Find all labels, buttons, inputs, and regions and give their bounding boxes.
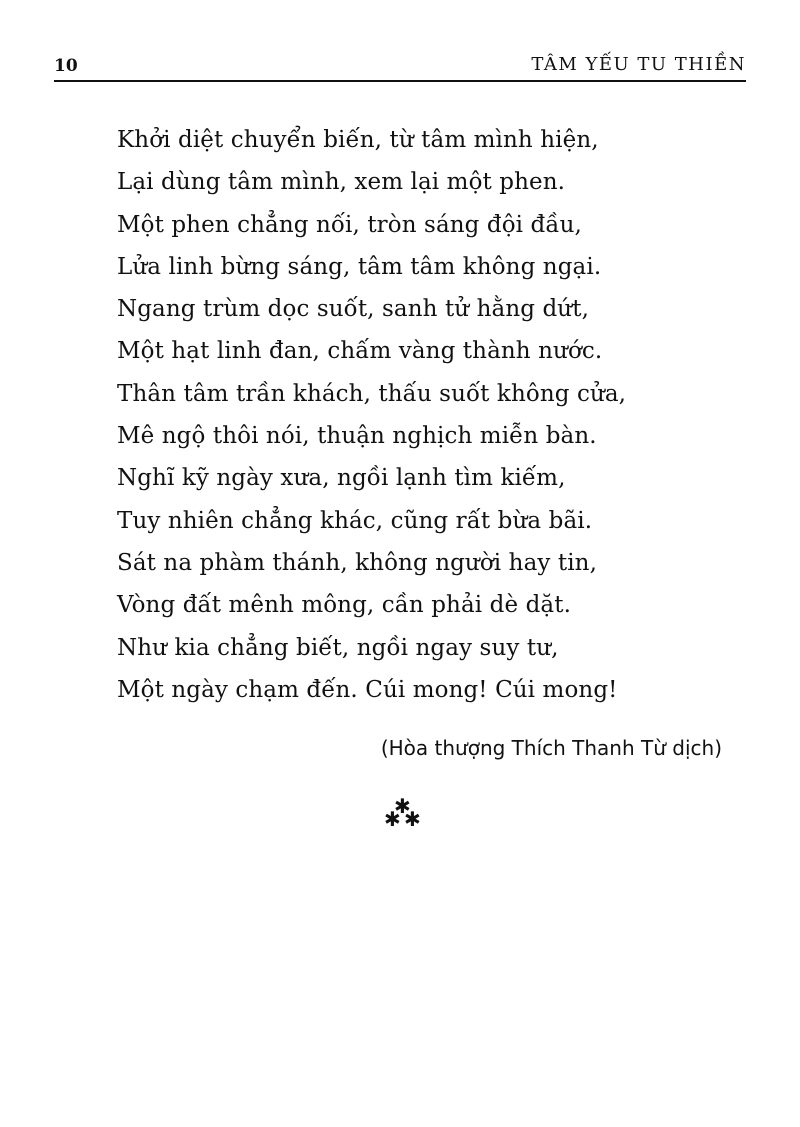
asterisk-icon: ✱ (404, 807, 421, 831)
poem-line: Ngang trùm dọc suốt, sanh tử hằng dứt, (117, 296, 589, 323)
translator-credit: (Hòa thượng Thích Thanh Từ dịch) (380, 736, 722, 760)
page-number: 10 (54, 56, 78, 76)
poem-line: Một phen chẳng nối, tròn sáng đội đầu, (117, 211, 582, 238)
asterisk-icon: ✱ (394, 794, 411, 818)
running-header (54, 52, 746, 82)
poem-line: Mê ngộ thôi nói, thuận nghịch miễn bàn. (117, 423, 597, 450)
book-title: TÂM YẾU TU THIỀN (531, 54, 746, 75)
poem-line: Sát na phàm thánh, không người hay tin, (117, 549, 598, 576)
poem-line: Thân tâm trần khách, thấu suốt không cửa, (117, 380, 627, 407)
poem-line: Như kia chẳng biết, ngồi ngay suy tư, (117, 634, 559, 661)
asterism-separator-icon (380, 794, 424, 831)
poem-line: Vòng đất mênh mông, cần phải dè dặt. (117, 592, 571, 619)
poem (117, 119, 757, 711)
poem-line: Lại dùng tâm mình, xem lại một phen. (117, 169, 566, 196)
poem-line: Một ngày chạm đến. Cúi mong! Cúi mong! (117, 676, 618, 703)
poem-line: Tuy nhiên chẳng khác, cũng rất bừa bãi. (117, 507, 593, 534)
poem-line: Một hạt linh đan, chấm vàng thành nước. (117, 338, 603, 365)
asterisk-icon: ✱ (384, 807, 401, 831)
poem-line: Nghĩ kỹ ngày xưa, ngồi lạnh tìm kiếm, (117, 465, 566, 492)
poem-line: Khởi diệt chuyển biến, từ tâm mình hiện, (117, 127, 599, 153)
poem-line: Lửa linh bừng sáng, tâm tâm không ngại. (117, 253, 602, 280)
